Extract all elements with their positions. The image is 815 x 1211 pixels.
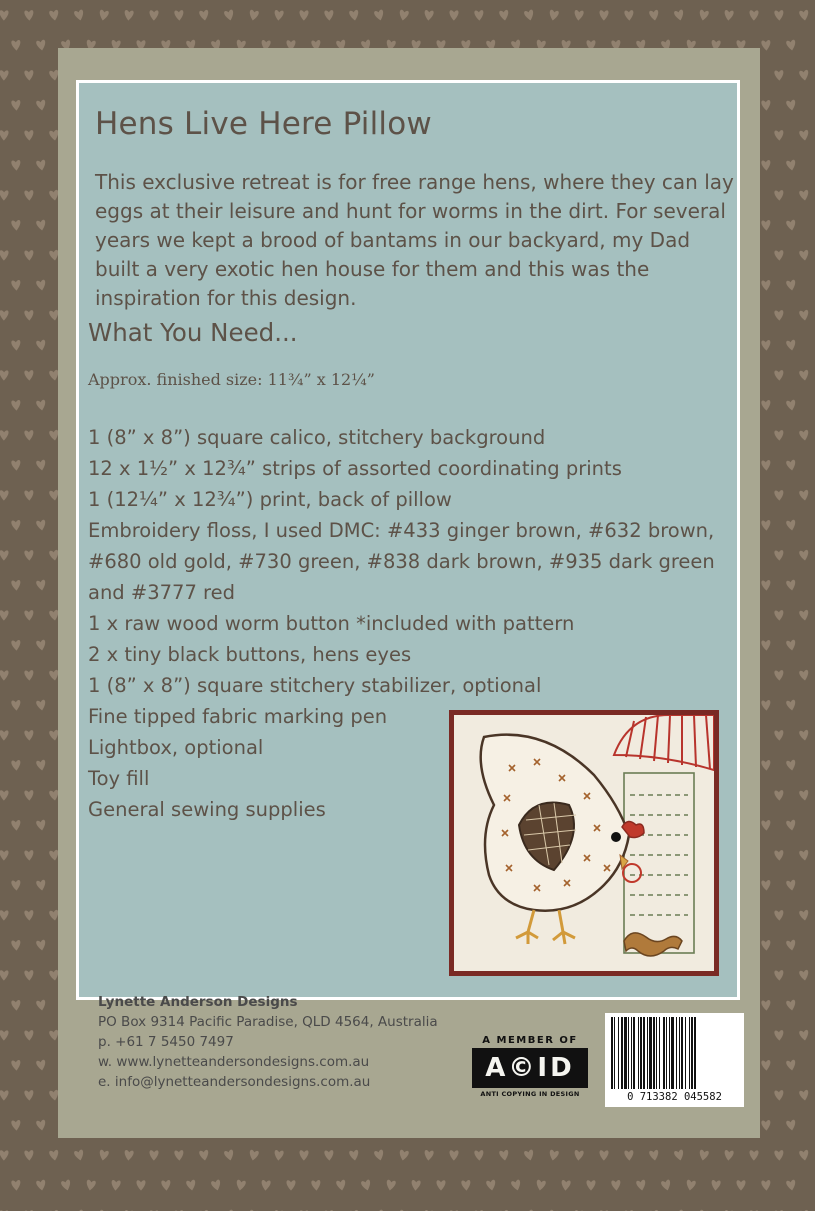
website-link[interactable]: w. www.lynetteandersondesigns.com.au bbox=[98, 1054, 370, 1070]
supply-item: 1 (8” x 8”) square calico, stitchery background bbox=[88, 426, 546, 449]
hen-eye-button bbox=[611, 832, 621, 842]
postal-address: PO Box 9314 Pacific Paradise, QLD 4564, Australia bbox=[98, 1014, 438, 1030]
supply-item: 1 (12¼” x 12¾”) print, back of pillow bbox=[88, 488, 452, 511]
acid-tagline: ANTI COPYING IN DESIGN bbox=[480, 1090, 580, 1098]
barcode-bars-icon bbox=[611, 1017, 738, 1089]
acid-logo-mark: A©ID bbox=[472, 1048, 588, 1088]
company-name: Lynette Anderson Designs bbox=[98, 994, 298, 1010]
what-you-need-heading: What You Need... bbox=[88, 318, 298, 347]
acid-logo bbox=[464, 1035, 596, 1107]
pattern-title: Hens Live Here Pillow bbox=[95, 106, 432, 142]
supply-item: Embroidery floss, I used DMC: #433 ginger brown, #632 brown, #680 old gold, #730 green, #838 dark brown, #935 dark green and #3777 red bbox=[88, 519, 715, 604]
email-link[interactable]: e. info@lynetteandersondesigns.com.au bbox=[98, 1074, 371, 1090]
hen-stitchery-photo bbox=[449, 710, 719, 976]
supply-item: Lightbox, optional bbox=[88, 736, 264, 759]
supply-item: Fine tipped fabric marking pen bbox=[88, 705, 388, 728]
finished-size: Approx. finished size: 11¾” x 12¼” bbox=[88, 370, 375, 389]
supply-item: 2 x tiny black buttons, hens eyes bbox=[88, 643, 412, 666]
supply-item: 1 (8” x 8”) square stitchery stabilizer, optional bbox=[88, 674, 542, 697]
barcode bbox=[605, 1013, 744, 1107]
acid-member-text: A MEMBER OF bbox=[482, 1035, 578, 1046]
barcode-digits: 0 713382 045582 bbox=[627, 1091, 722, 1103]
supply-item: General sewing supplies bbox=[88, 798, 326, 821]
contact-block bbox=[98, 992, 498, 1092]
intro-paragraph: This exclusive retreat is for free range hens, where they can lay eggs at their leisure and hunt for worms in the dirt. For several years we kept a brood of bantams in our backyard, my Dad built a very exotic hen house for them and this was the inspiration for this design. bbox=[95, 170, 734, 310]
supply-item: 1 x raw wood worm button *included with pattern bbox=[88, 612, 575, 635]
phone-number[interactable]: p. +61 7 5450 7497 bbox=[98, 1034, 234, 1050]
supply-item: Toy fill bbox=[88, 767, 150, 790]
supply-item: 12 x 1½” x 12¾” strips of assorted coordinating prints bbox=[88, 457, 622, 480]
hen-illustration bbox=[454, 715, 714, 971]
